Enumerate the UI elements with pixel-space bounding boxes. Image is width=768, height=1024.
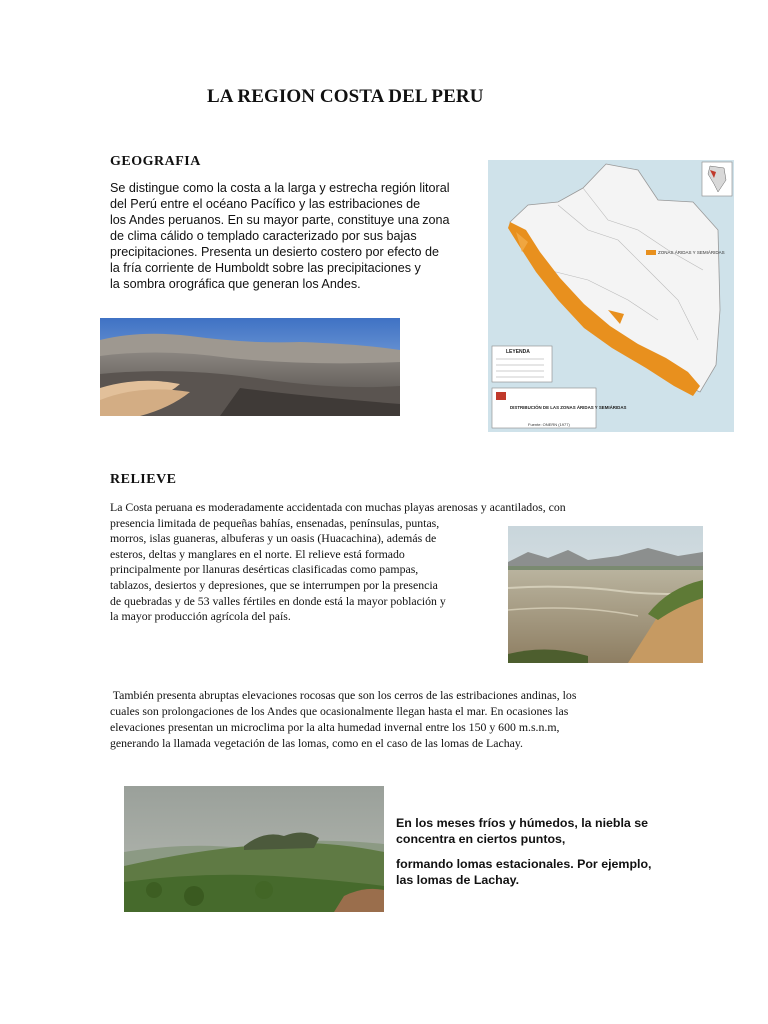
paragraph-line: de quebradas y de 53 valles fértiles en donde está la mayor población y (110, 593, 446, 608)
paragraph-line: la mayor producción agrícola del país. (110, 609, 291, 624)
lomas-caption (396, 815, 651, 897)
paragraph-line: generando la llamada vegetación de las lomas, como en el caso de las lomas de Lachay. (110, 736, 523, 750)
paragraph-line: En los meses fríos y húmedos, la niebla se (396, 816, 649, 830)
caption-paragraph (396, 856, 651, 888)
paragraph-line: la fría corriente de Humboldt sobre las precipitaciones y (110, 261, 421, 275)
paragraph-line: Se distingue como la costa a la larga y estrecha región litoral (110, 181, 450, 195)
map-caption: DISTRIBUCIÓN DE LAS ZONAS ÁRIDAS Y SEMIÁRIDAS (510, 405, 627, 410)
paragraph-line: esteros, deltas y manglares en el norte. El relieve está formado (110, 546, 405, 561)
paragraph-line: También presenta abruptas elevaciones rocosas que son los cerros de las estribaciones andinas, los (110, 688, 577, 702)
paragraph-line: del Perú entre el océano Pacífico y las estribaciones de (110, 197, 421, 211)
paragraph-line: los Andes peruanos. En su mayor parte, constituye una zona (110, 213, 450, 227)
paragraph-line: morros, islas guaneras, albuferas y un oasis (Huacachina), además de (110, 531, 437, 546)
paragraph-line: concentra en ciertos puntos, (396, 832, 566, 846)
paragraph-line: cuales son prolongaciones de los Andes que ocasionalmente llegan hasta el mar. En ocasiones las (110, 704, 569, 718)
paragraph-line: presencia limitada de pequeñas bahías, ensenadas, penínsulas, puntas, (110, 515, 440, 530)
paragraph-line: de clima cálido o templado caracterizado por sus bajas (110, 229, 417, 243)
paragraph-line: tablazos, desiertos y depresiones, que se interrumpen por la presencia (110, 577, 438, 592)
map-legend-title: LEYENDA (506, 349, 530, 355)
section-heading-geografia: GEOGRAFIA (110, 154, 201, 169)
section-heading-relieve: RELIEVE (110, 472, 177, 487)
relieve-extra-paragraph (110, 687, 576, 751)
paragraph-line: principalmente por llanuras desérticas clasificadas como pampas, (110, 562, 419, 577)
map-orange-label: ZONAS ÁRIDAS Y SEMIÁRIDAS (658, 250, 725, 255)
relieve-paragraph (110, 500, 566, 625)
lomas-de-lachay-photo (124, 786, 384, 912)
coastal-lagoon-photo (508, 526, 703, 663)
paragraph-line: elevaciones presentan un microclima por la alta humedad invernal entre los 150 y 600 m.s.n.m, (110, 720, 560, 734)
page-title: LA REGION COSTA DEL PERU (207, 86, 484, 107)
desert-dunes-photo (100, 318, 400, 416)
geografia-paragraph (110, 180, 450, 292)
paragraph-line: formando lomas estacionales. Por ejemplo, (396, 857, 652, 871)
peru-arid-zones-map (488, 160, 734, 432)
paragraph-line: La Costa peruana es moderadamente accidentada con muchas playas arenosas y acantilados, con (110, 500, 566, 514)
paragraph-line: las lomas de Lachay. (396, 873, 520, 887)
caption-paragraph (396, 815, 651, 847)
map-source: Fuente: ONERN (1977) (528, 422, 570, 427)
paragraph-line: precipitaciones. Presenta un desierto costero por efecto de (110, 245, 440, 259)
paragraph-line: la sombra orográfica que generan los Andes. (110, 277, 361, 291)
